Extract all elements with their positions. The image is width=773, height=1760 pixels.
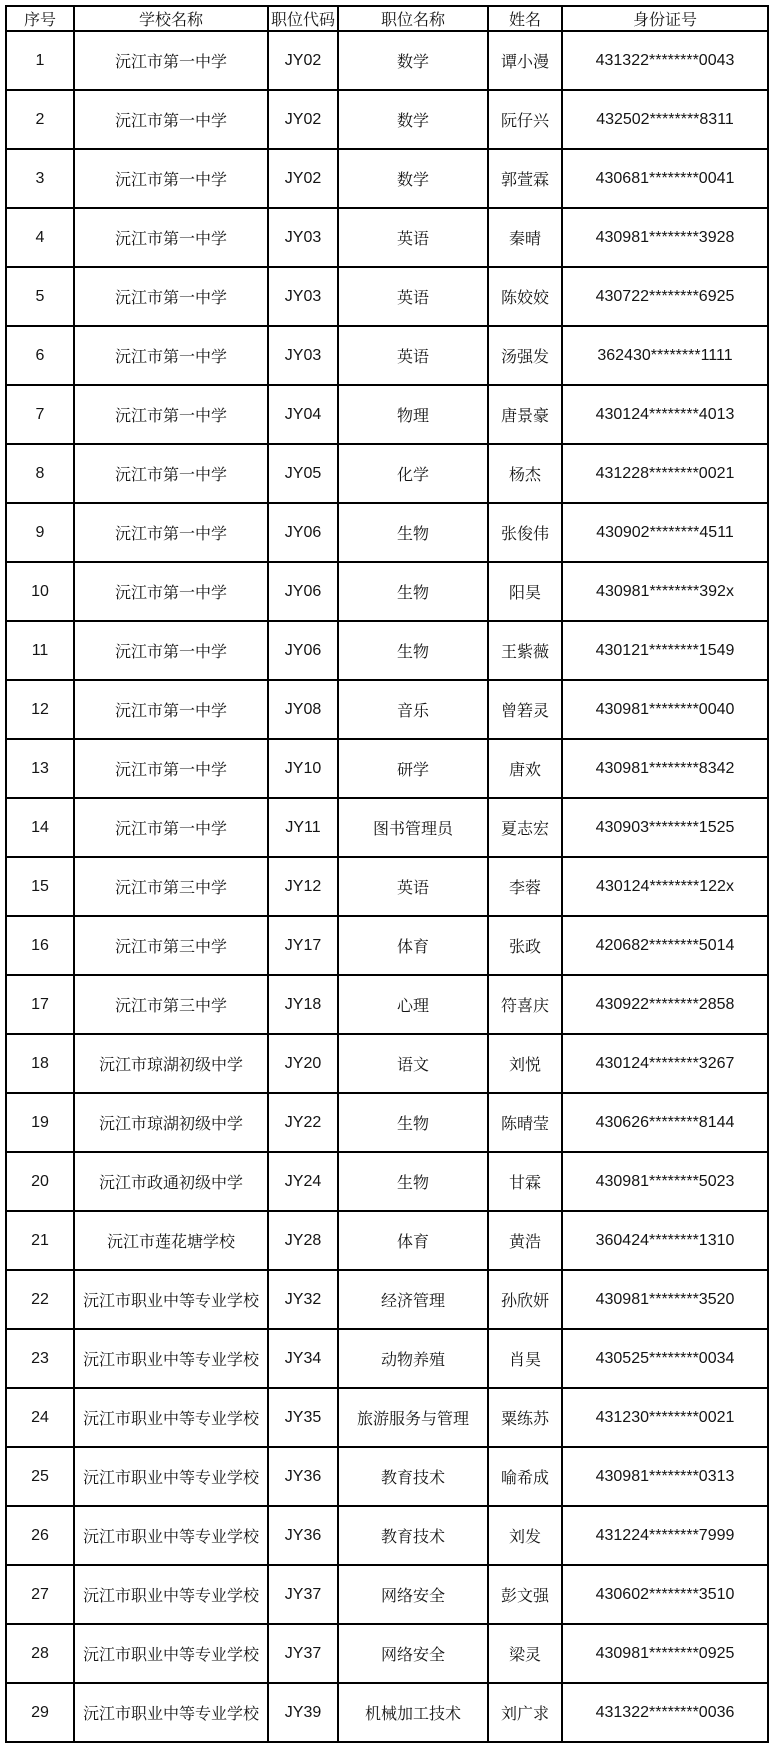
cell-id-number: 430722********6925 [562, 267, 768, 326]
cell-id-number: 431322********0036 [562, 1683, 768, 1742]
cell-school-name: 沅江市第一中学 [74, 326, 268, 385]
cell-id-number: 431322********0043 [562, 31, 768, 90]
cell-job-title: 化学 [338, 444, 488, 503]
cell-name: 夏志宏 [488, 798, 562, 857]
cell-index: 24 [6, 1388, 74, 1447]
cell-job-title: 经济管理 [338, 1270, 488, 1329]
cell-name: 刘广求 [488, 1683, 562, 1742]
cell-job-title: 图书管理员 [338, 798, 488, 857]
cell-job-title: 语文 [338, 1034, 488, 1093]
cell-name: 唐景豪 [488, 385, 562, 444]
table-row [6, 621, 768, 680]
table-row [6, 798, 768, 857]
cell-school-name: 沅江市第一中学 [74, 798, 268, 857]
cell-name: 谭小漫 [488, 31, 562, 90]
cell-job-code: JY02 [268, 31, 338, 90]
header-index: 序号 [6, 6, 74, 31]
cell-id-number: 430981********3520 [562, 1270, 768, 1329]
table-row [6, 1683, 768, 1742]
cell-school-name: 沅江市第一中学 [74, 562, 268, 621]
cell-job-title: 研学 [338, 739, 488, 798]
table-row [6, 1506, 768, 1565]
cell-school-name: 沅江市第一中学 [74, 621, 268, 680]
cell-index: 27 [6, 1565, 74, 1624]
cell-name: 郭萱霖 [488, 149, 562, 208]
cell-name: 符喜庆 [488, 975, 562, 1034]
cell-job-title: 教育技术 [338, 1506, 488, 1565]
table-row [6, 1565, 768, 1624]
table-row [6, 208, 768, 267]
cell-name: 孙欣妍 [488, 1270, 562, 1329]
cell-id-number: 430981********0040 [562, 680, 768, 739]
cell-job-title: 生物 [338, 1093, 488, 1152]
cell-index: 4 [6, 208, 74, 267]
cell-id-number: 430922********2858 [562, 975, 768, 1034]
cell-index: 23 [6, 1329, 74, 1388]
cell-index: 20 [6, 1152, 74, 1211]
cell-school-name: 沅江市第三中学 [74, 857, 268, 916]
table-row [6, 562, 768, 621]
cell-index: 2 [6, 90, 74, 149]
cell-index: 10 [6, 562, 74, 621]
cell-index: 16 [6, 916, 74, 975]
cell-job-title: 机械加工技术 [338, 1683, 488, 1742]
cell-name: 唐欢 [488, 739, 562, 798]
table-row [6, 503, 768, 562]
table-row [6, 739, 768, 798]
cell-id-number: 431228********0021 [562, 444, 768, 503]
cell-job-code: JY03 [268, 208, 338, 267]
cell-job-code: JY17 [268, 916, 338, 975]
cell-job-code: JY05 [268, 444, 338, 503]
cell-job-code: JY32 [268, 1270, 338, 1329]
table-row [6, 326, 768, 385]
cell-id-number: 432502********8311 [562, 90, 768, 149]
cell-job-code: JY37 [268, 1565, 338, 1624]
cell-index: 19 [6, 1093, 74, 1152]
cell-job-code: JY34 [268, 1329, 338, 1388]
cell-school-name: 沅江市第一中学 [74, 739, 268, 798]
cell-id-number: 430902********4511 [562, 503, 768, 562]
cell-index: 15 [6, 857, 74, 916]
cell-index: 21 [6, 1211, 74, 1270]
cell-job-title: 数学 [338, 90, 488, 149]
cell-job-code: JY02 [268, 90, 338, 149]
cell-index: 29 [6, 1683, 74, 1742]
cell-id-number: 431230********0021 [562, 1388, 768, 1447]
cell-school-name: 沅江市职业中等专业学校 [74, 1683, 268, 1742]
cell-job-code: JY03 [268, 267, 338, 326]
cell-job-code: JY03 [268, 326, 338, 385]
cell-name: 刘悦 [488, 1034, 562, 1093]
cell-id-number: 420682********5014 [562, 916, 768, 975]
table-row [6, 149, 768, 208]
header-job-title: 职位名称 [338, 6, 488, 31]
cell-name: 汤强发 [488, 326, 562, 385]
cell-index: 26 [6, 1506, 74, 1565]
cell-index: 11 [6, 621, 74, 680]
cell-school-name: 沅江市第一中学 [74, 503, 268, 562]
cell-job-code: JY37 [268, 1624, 338, 1683]
cell-job-title: 动物养殖 [338, 1329, 488, 1388]
cell-index: 5 [6, 267, 74, 326]
cell-job-title: 网络安全 [338, 1565, 488, 1624]
cell-job-title: 生物 [338, 503, 488, 562]
cell-index: 14 [6, 798, 74, 857]
table-row [6, 1034, 768, 1093]
cell-name: 曾箬灵 [488, 680, 562, 739]
cell-id-number: 360424********1310 [562, 1211, 768, 1270]
cell-job-title: 物理 [338, 385, 488, 444]
cell-name: 阮仔兴 [488, 90, 562, 149]
header-row [6, 6, 768, 31]
cell-id-number: 430981********8342 [562, 739, 768, 798]
cell-school-name: 沅江市第一中学 [74, 267, 268, 326]
cell-school-name: 沅江市第一中学 [74, 385, 268, 444]
cell-job-title: 旅游服务与管理 [338, 1388, 488, 1447]
cell-index: 12 [6, 680, 74, 739]
table-row [6, 1093, 768, 1152]
cell-job-code: JY11 [268, 798, 338, 857]
cell-id-number: 430903********1525 [562, 798, 768, 857]
cell-job-code: JY36 [268, 1506, 338, 1565]
cell-index: 9 [6, 503, 74, 562]
cell-school-name: 沅江市第一中学 [74, 31, 268, 90]
cell-index: 1 [6, 31, 74, 90]
header-name: 姓名 [488, 6, 562, 31]
cell-id-number: 430121********1549 [562, 621, 768, 680]
table-row [6, 31, 768, 90]
cell-name: 阳昊 [488, 562, 562, 621]
header-id-number: 身份证号 [562, 6, 768, 31]
cell-school-name: 沅江市第一中学 [74, 149, 268, 208]
table-row [6, 916, 768, 975]
cell-index: 13 [6, 739, 74, 798]
cell-job-title: 心理 [338, 975, 488, 1034]
cell-name: 喻希成 [488, 1447, 562, 1506]
cell-job-title: 教育技术 [338, 1447, 488, 1506]
cell-job-code: JY28 [268, 1211, 338, 1270]
cell-job-code: JY02 [268, 149, 338, 208]
cell-index: 7 [6, 385, 74, 444]
cell-name: 陈晴莹 [488, 1093, 562, 1152]
cell-name: 肖昊 [488, 1329, 562, 1388]
table-row [6, 975, 768, 1034]
cell-school-name: 沅江市琼湖初级中学 [74, 1034, 268, 1093]
cell-job-title: 网络安全 [338, 1624, 488, 1683]
cell-id-number: 430981********0925 [562, 1624, 768, 1683]
cell-name: 张政 [488, 916, 562, 975]
table-row [6, 1388, 768, 1447]
cell-job-code: JY12 [268, 857, 338, 916]
cell-index: 8 [6, 444, 74, 503]
cell-job-title: 体育 [338, 916, 488, 975]
table-row [6, 680, 768, 739]
cell-name: 秦晴 [488, 208, 562, 267]
cell-job-title: 生物 [338, 621, 488, 680]
cell-job-title: 英语 [338, 326, 488, 385]
cell-school-name: 沅江市职业中等专业学校 [74, 1388, 268, 1447]
cell-id-number: 430626********8144 [562, 1093, 768, 1152]
cell-id-number: 430681********0041 [562, 149, 768, 208]
cell-school-name: 沅江市第三中学 [74, 916, 268, 975]
cell-job-code: JY24 [268, 1152, 338, 1211]
header-job-code: 职位代码 [268, 6, 338, 31]
cell-job-title: 生物 [338, 1152, 488, 1211]
cell-id-number: 430124********3267 [562, 1034, 768, 1093]
cell-job-code: JY08 [268, 680, 338, 739]
table-row [6, 1329, 768, 1388]
table-row [6, 1270, 768, 1329]
table-row [6, 1447, 768, 1506]
cell-job-code: JY35 [268, 1388, 338, 1447]
cell-school-name: 沅江市第一中学 [74, 208, 268, 267]
recruitment-roster-table [5, 5, 769, 1743]
cell-name: 张俊伟 [488, 503, 562, 562]
cell-school-name: 沅江市职业中等专业学校 [74, 1270, 268, 1329]
table-row [6, 90, 768, 149]
table-row [6, 267, 768, 326]
cell-job-title: 数学 [338, 31, 488, 90]
cell-index: 6 [6, 326, 74, 385]
cell-index: 17 [6, 975, 74, 1034]
cell-name: 刘发 [488, 1506, 562, 1565]
cell-index: 3 [6, 149, 74, 208]
cell-job-code: JY39 [268, 1683, 338, 1742]
cell-name: 甘霖 [488, 1152, 562, 1211]
table-body [6, 31, 768, 1742]
cell-job-code: JY18 [268, 975, 338, 1034]
cell-school-name: 沅江市职业中等专业学校 [74, 1506, 268, 1565]
cell-job-title: 体育 [338, 1211, 488, 1270]
table-row [6, 857, 768, 916]
cell-id-number: 430981********3928 [562, 208, 768, 267]
table-row [6, 1152, 768, 1211]
cell-job-code: JY10 [268, 739, 338, 798]
cell-school-name: 沅江市第三中学 [74, 975, 268, 1034]
cell-school-name: 沅江市第一中学 [74, 444, 268, 503]
cell-school-name: 沅江市琼湖初级中学 [74, 1093, 268, 1152]
cell-job-code: JY06 [268, 621, 338, 680]
cell-name: 彭文强 [488, 1565, 562, 1624]
cell-job-code: JY06 [268, 503, 338, 562]
cell-name: 李蓉 [488, 857, 562, 916]
cell-job-title: 数学 [338, 149, 488, 208]
cell-school-name: 沅江市莲花塘学校 [74, 1211, 268, 1270]
cell-id-number: 362430********1111 [562, 326, 768, 385]
cell-name: 梁灵 [488, 1624, 562, 1683]
cell-school-name: 沅江市职业中等专业学校 [74, 1329, 268, 1388]
cell-id-number: 430602********3510 [562, 1565, 768, 1624]
cell-id-number: 430981********392x [562, 562, 768, 621]
table-row [6, 1624, 768, 1683]
cell-job-code: JY20 [268, 1034, 338, 1093]
cell-name: 粟练苏 [488, 1388, 562, 1447]
cell-id-number: 430981********5023 [562, 1152, 768, 1211]
cell-job-code: JY04 [268, 385, 338, 444]
cell-job-code: JY36 [268, 1447, 338, 1506]
cell-index: 22 [6, 1270, 74, 1329]
cell-school-name: 沅江市第一中学 [74, 680, 268, 739]
cell-id-number: 430525********0034 [562, 1329, 768, 1388]
cell-school-name: 沅江市职业中等专业学校 [74, 1624, 268, 1683]
cell-name: 黄浩 [488, 1211, 562, 1270]
cell-school-name: 沅江市职业中等专业学校 [74, 1565, 268, 1624]
table-row [6, 1211, 768, 1270]
cell-id-number: 430124********122x [562, 857, 768, 916]
cell-id-number: 430981********0313 [562, 1447, 768, 1506]
cell-id-number: 431224********7999 [562, 1506, 768, 1565]
cell-job-title: 英语 [338, 208, 488, 267]
cell-id-number: 430124********4013 [562, 385, 768, 444]
table-row [6, 385, 768, 444]
table-row [6, 444, 768, 503]
cell-job-title: 英语 [338, 857, 488, 916]
cell-school-name: 沅江市职业中等专业学校 [74, 1447, 268, 1506]
cell-job-title: 音乐 [338, 680, 488, 739]
cell-name: 杨杰 [488, 444, 562, 503]
cell-name: 王紫薇 [488, 621, 562, 680]
cell-index: 18 [6, 1034, 74, 1093]
cell-school-name: 沅江市第一中学 [74, 90, 268, 149]
cell-job-title: 生物 [338, 562, 488, 621]
cell-name: 陈姣姣 [488, 267, 562, 326]
cell-job-title: 英语 [338, 267, 488, 326]
cell-job-code: JY06 [268, 562, 338, 621]
cell-index: 25 [6, 1447, 74, 1506]
cell-job-code: JY22 [268, 1093, 338, 1152]
cell-index: 28 [6, 1624, 74, 1683]
cell-school-name: 沅江市政通初级中学 [74, 1152, 268, 1211]
header-school-name: 学校名称 [74, 6, 268, 31]
